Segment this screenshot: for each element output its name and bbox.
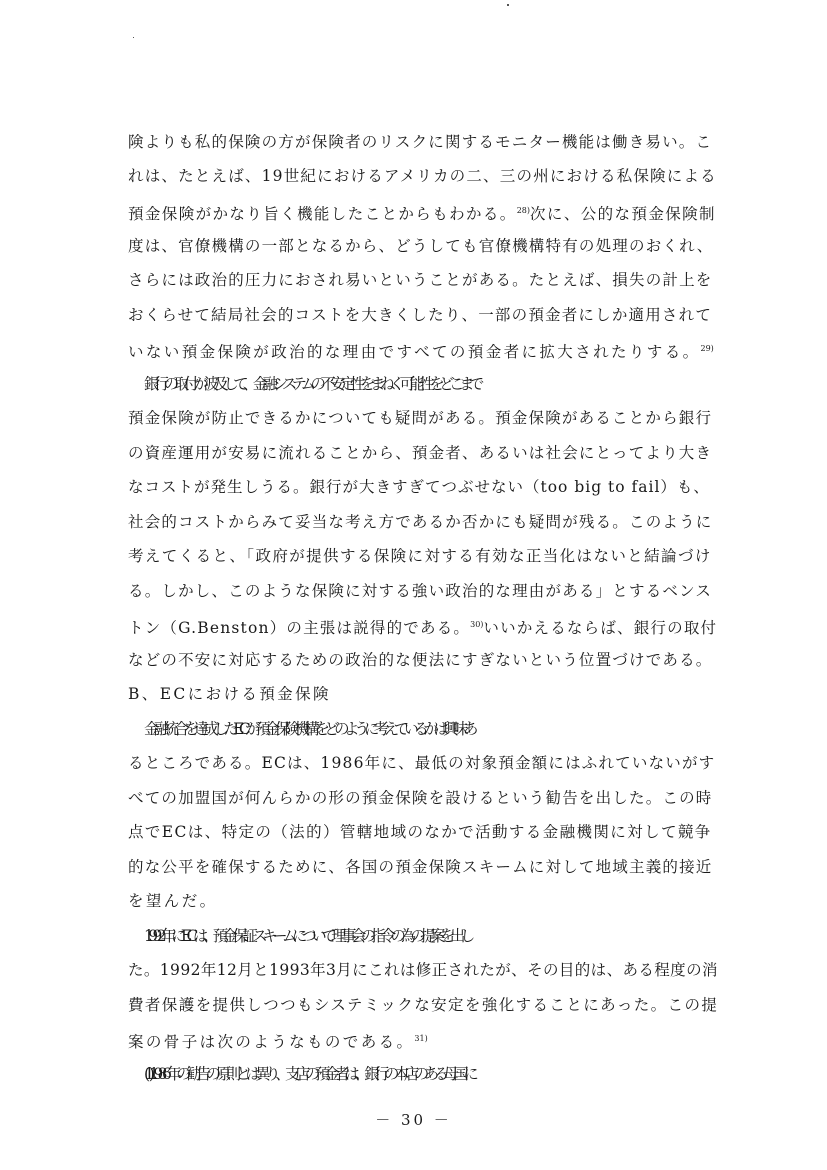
text-line: 1992年にECは、預金保証スキームについて理事会の指令の為の提案を出し [144, 927, 470, 945]
text-line: た。1992年12月と1993年3月にこれは修正されたが、その目的は、ある程度の消 [128, 961, 718, 979]
text-line: 的な公平を確保するために、各国の預金保険スキームに対して地域主義的接近 [128, 858, 713, 876]
text-line: の資産運用が安易に流れることから、預金者、あるいは社会にとってより大き [128, 444, 713, 462]
scan-speck [133, 37, 134, 38]
text-line: れは、たとえば、19世紀におけるアメリカの二、三の州における私保険による [128, 167, 717, 185]
text-line: いない預金保険が政治的な理由ですべての預金者に拡大されたりする。$^{29)}$ [128, 343, 714, 361]
text-line: 険よりも私的保険の方が保険者のリスクに関するモニター機能は働き易い。こ [128, 133, 713, 151]
text-line: 預金保険が防止できるかについても疑問がある。預金保険があることから銀行 [128, 409, 713, 427]
text-line: 銀行の取付が波及して、金融システムの不安定性をまねく可能性をどこまで [144, 375, 479, 393]
text-line: べての加盟国が何んらかの形の預金保険を設けるという勧告を出した。この時 [128, 789, 713, 807]
text-line: おくらせて結局社会的コストを大きくしたり、一部の預金者にしか適用されて [128, 306, 713, 324]
text-line: る。しかし、このような保険に対する強い政治的な理由がある」とするベンス [128, 582, 713, 600]
footnote-ref: 29) [700, 344, 714, 353]
text-line: トン（G.Benston）の主張は説得的である。$^{30)}$いいかえるならば、銀行の取付 [128, 619, 718, 637]
text-line: (1)1986年の勧告の原則とは異り、支店の預金者は、銀行の本店のある母国に [144, 1065, 474, 1083]
text-line: 案の骨子は次のようなものである。$^{31)}$ [128, 1033, 428, 1051]
footnote-ref: 30) [470, 620, 484, 629]
section-heading: B、ECにおける預金保険 [128, 685, 331, 703]
text-line: 社会的コストからみて妥当な考え方であるか否かにも疑問が残る。このように [128, 513, 713, 531]
text-line: なコストが発生しうる。銀行が大きすぎてつぶせない（too big to fail）も、 [128, 478, 710, 496]
text-line: るところである。ECは、1986年に、最低の対象預金額にはふれていないがす [128, 754, 716, 772]
text-line: 度は、官僚機構の一部となるから、どうしても官僚機構特有の処理のおくれ、 [128, 237, 714, 255]
text-line: などの不安に対応するための政治的な便法にすぎないという位置づけである。 [128, 651, 713, 669]
text-line: 預金保険がかなり旨く機能したことからもわかる。$^{28)}$次に、公的な預金保険制 [128, 205, 716, 223]
footnote-ref: 28) [516, 206, 531, 215]
scan-speck [507, 4, 509, 6]
text-line: 考えてくると、「政府が提供する保険に対する有効な正当化はないと結論づけ [128, 547, 712, 565]
text-line: を望んだ。 [128, 892, 218, 910]
text-line: さらには政治的圧力におされ易いということがある。たとえば、損失の計上を [128, 271, 713, 289]
footnote-ref: 31) [414, 1034, 428, 1043]
page-number: － 30 － [375, 1111, 452, 1129]
text-line: 点でECは、特定の（法的）管轄地域のなかで活動する金融機関に対して競争 [128, 823, 712, 841]
text-line: 費者保護を提供しつつもシステミックな安定を強化することにあった。この提 [128, 996, 719, 1014]
text-line: 金融統合を達成したECが預金保険機構をどのように考えているかは興味あ [144, 720, 473, 738]
